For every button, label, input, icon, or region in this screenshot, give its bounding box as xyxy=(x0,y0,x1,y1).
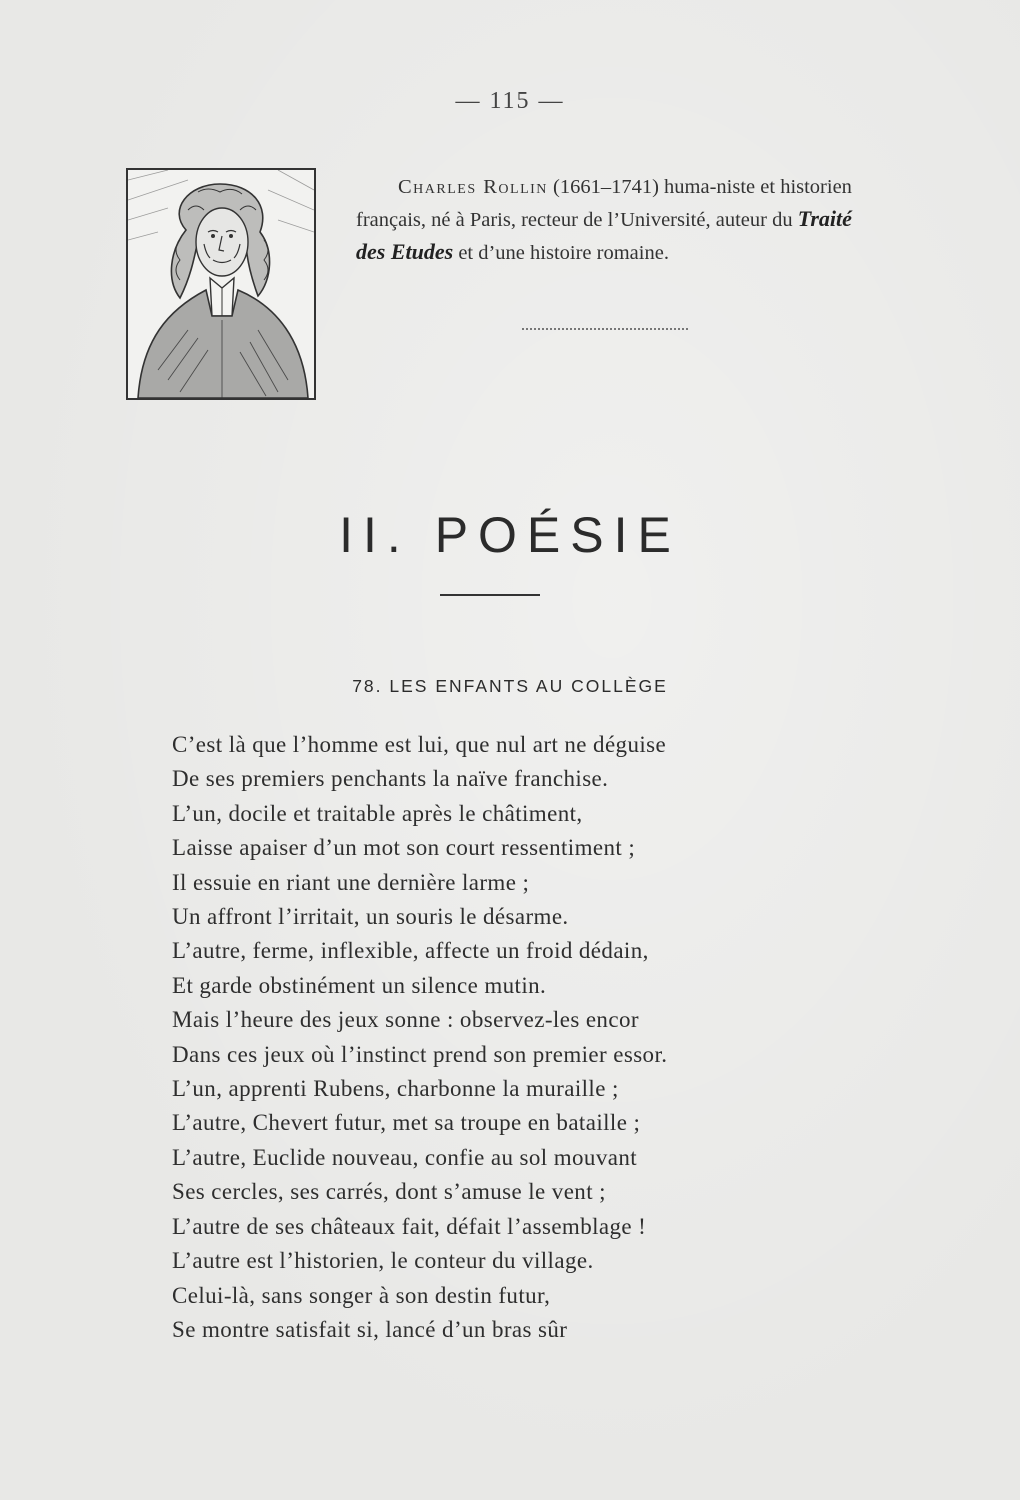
poem-line: L’un, apprenti Rubens, charbonne la muraille ; xyxy=(172,1076,619,1102)
poem-line: Et garde obstinément un silence mutin. xyxy=(172,972,547,998)
poem-line: Laisse apaiser d’un mot son court ressentiment ; xyxy=(172,835,636,861)
poem-line: L’autre, Chevert futur, met sa troupe en bataille ; xyxy=(172,1110,641,1136)
poem-line: De ses premiers penchants la naïve franchise. xyxy=(172,766,609,792)
poem-line: L’autre de ses châteaux fait, défait l’assemblage ! xyxy=(172,1213,647,1239)
poem-line: Ses cercles, ses carrés, dont s’amuse le vent ; xyxy=(172,1179,606,1205)
poem-line: C’est là que l’homme est lui, que nul art ne déguise xyxy=(172,732,667,757)
poem-line: Celui-là, sans songer à son destin futur, xyxy=(172,1282,551,1308)
work-title: Traité des Etudes xyxy=(356,206,852,264)
poem-line: Mais l’heure des jeux sonne : observez-les encor xyxy=(172,1007,639,1033)
author-biography xyxy=(356,172,856,269)
page-number: — 115 — xyxy=(455,88,565,114)
poem-line: L’un, docile et traitable après le châtiment, xyxy=(172,800,583,826)
poem-line: Se montre satisfait si, lancé d’un bras sûr xyxy=(172,1316,568,1342)
bio-text: (1661–1741) huma-niste et historien français, né à Paris, recteur de l’Université, auteur du xyxy=(356,176,852,231)
poem-line: L’autre, Euclide nouveau, confie au sol mouvant xyxy=(172,1144,638,1170)
poem-line: L’autre est l’historien, le conteur du village. xyxy=(172,1248,594,1274)
title-rule xyxy=(440,594,540,596)
poem-line: Il essuie en riant une dernière larme ; xyxy=(172,869,530,895)
poem-line: Un affront l’irritait, un souris le désarme. xyxy=(172,904,569,930)
section-title: II. POÉSIE xyxy=(339,507,681,563)
poem-text xyxy=(172,728,872,1347)
author-name: Charles Rollin xyxy=(398,176,548,198)
bio-text-after: et d’une histoire romaine. xyxy=(453,242,669,264)
poem-line: Dans ces jeux où l’instinct prend son premier essor. xyxy=(172,1041,668,1067)
portrait-illustration xyxy=(128,170,314,398)
poem-line: L’autre, ferme, inflexible, affecte un froid dédain, xyxy=(172,938,649,964)
ornamental-rule xyxy=(522,328,688,330)
poem-heading: 78. LES ENFANTS AU COLLÈGE xyxy=(352,676,668,696)
portrait-engraving xyxy=(126,168,316,400)
